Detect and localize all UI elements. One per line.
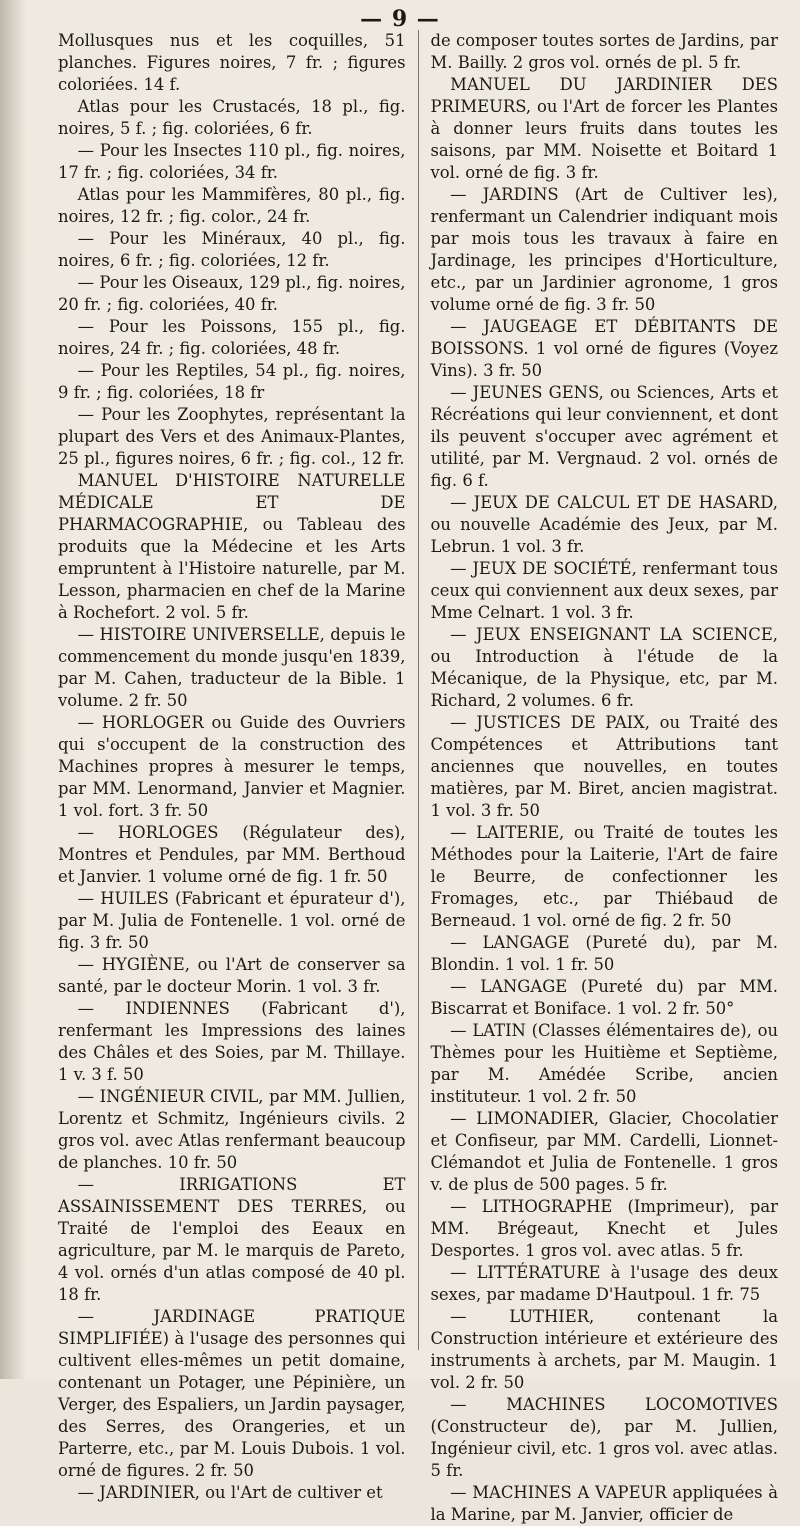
- catalog-entry: Mollusques nus et les coquilles, 51 planches. Figures noires, 7 fr. ; figures coloriées. 14 f.: [58, 31, 406, 94]
- text-columns: [58, 30, 778, 1524]
- catalog-entry: — MACHINES LOCOMOTIVES (Constructeur de), par M. Jullien, Ingénieur civil, etc. 1 gros vol. avec atlas. 5 fr.: [430, 1395, 778, 1480]
- catalog-entry: — JEUNES GENS, ou Sciences, Arts et Récréations qui leur conviennent, et dont ils peuvent s'occuper avec agrément et utilité, par M. Vergnaud. 2 vol. ornés de fig. 6 f.: [430, 383, 778, 490]
- catalog-entry: — LIMONADIER, Glacier, Chocolatier et Confiseur, par MM. Cardelli, Lionnet-Clémandot et Julia de Fontenelle. 1 gros v. de plus de 500 pages. 5 fr.: [430, 1109, 778, 1194]
- catalog-entry: — HORLOGES (Régulateur des), Montres et Pendules, par MM. Berthoud et Janvier. 1 volume orné de fig. 1 fr. 50: [58, 823, 406, 886]
- catalog-entry: — LANGAGE (Pureté du) par MM. Biscarrat et Boniface. 1 vol. 2 fr. 50°: [430, 977, 778, 1018]
- catalog-entry: — HORLOGER ou Guide des Ouvriers qui s'occupent de la construction des Machines propres à mesurer le temps, par MM. Lenormand, Janvier et Magnier. 1 vol. fort. 3 fr. 50: [58, 713, 406, 820]
- catalog-entry: — JEUX ENSEIGNANT LA SCIENCE, ou Introduction à l'étude de la Mécanique, de la Physique, etc, par M. Richard, 2 volumes. 6 fr.: [430, 625, 778, 710]
- catalog-entry: — Pour les Insectes 110 pl., fig. noires, 17 fr. ; fig. coloriées, 34 fr.: [58, 141, 406, 182]
- catalog-entry: — MACHINES A VAPEUR appliquées à la Marine, par M. Janvier, officier de: [430, 1483, 778, 1524]
- catalog-entry: — JARDINAGE PRATIQUE SIMPLIFIÉE) à l'usage des personnes qui cultivent elles-mêmes un petit domaine, contenant un Potager, une Pépinière, un Verger, des Espaliers, un Jardin paysager, des Serres, des Orangeries, et un Parterre, etc., par M. Louis Dubois. 1 vol. orné de figures. 2 fr. 50: [58, 1307, 406, 1480]
- catalog-entry: — JEUX DE SOCIÉTÉ, renfermant tous ceux qui conviennent aux deux sexes, par Mme Celnart. 1 vol. 3 fr.: [430, 559, 778, 622]
- catalog-entry: — INDIENNES (Fabricant d'), renfermant les Impressions des laines des Châles et des Soies, par M. Thillaye. 1 v. 3 f. 50: [58, 999, 406, 1084]
- catalog-entry: — LANGAGE (Pureté du), par M. Blondin. 1 vol. 1 fr. 50: [430, 933, 778, 974]
- catalog-entry: — Pour les Oiseaux, 129 pl., fig. noires, 20 fr. ; fig. coloriées, 40 fr.: [58, 273, 406, 314]
- catalog-entry: de composer toutes sortes de Jardins, par M. Bailly. 2 gros vol. ornés de pl. 5 fr.: [430, 31, 778, 72]
- catalog-entry: — Pour les Zoophytes, représentant la plupart des Vers et des Animaux-Plantes, 25 pl., figures noires, 6 fr. ; fig. col., 12 fr.: [58, 405, 406, 468]
- catalog-entry: — IRRIGATIONS ET ASSAINISSEMENT DES TERRES, ou Traité de l'emploi des Eeaux en agriculture, par M. le marquis de Pareto, 4 vol. ornés d'un atlas composé de 40 pl. 18 fr.: [58, 1175, 406, 1304]
- catalog-entry: MANUEL DU JARDINIER DES PRIMEURS, ou l'Art de forcer les Plantes à donner leurs fruits dans toutes les saisons, par MM. Noisette et Boitard 1 vol. orné de fig. 3 fr.: [430, 75, 778, 182]
- catalog-entry: — JAUGEAGE ET DÉBITANTS DE BOISSONS. 1 vol orné de figures (Voyez Vins). 3 fr. 50: [430, 317, 778, 380]
- catalog-entry: — Pour les Minéraux, 40 pl., fig. noires, 6 fr. ; fig. coloriées, 12 fr.: [58, 229, 406, 270]
- catalog-entry: — INGÉNIEUR CIVIL, par MM. Jullien, Lorentz et Schmitz, Ingénieurs civils. 2 gros vol. avec Atlas renfermant beaucoup de planches. 10 fr. 50: [58, 1087, 406, 1172]
- right-column: [418, 30, 779, 1524]
- catalog-entry: — LITHOGRAPHE (Imprimeur), par MM. Brégeaut, Knecht et Jules Desportes. 1 gros vol. avec atlas. 5 fr.: [430, 1197, 778, 1260]
- catalog-entry: — JARDINIER, ou l'Art de cultiver et: [77, 1483, 383, 1502]
- catalog-entry: — Pour les Reptiles, 54 pl., fig. noires, 9 fr. ; fig. coloriées, 18 fr: [58, 361, 406, 402]
- catalog-entry: — LAITERIE, ou Traité de toutes les Méthodes pour la Laiterie, l'Art de faire le Beurre, de confectionner les Fromages, etc., par Thiébaud de Berneaud. 1 vol. orné de fig. 2 fr. 50: [430, 823, 778, 930]
- binding-shadow: [0, 0, 26, 1379]
- catalog-entry: Atlas pour les Mammifères, 80 pl., fig. noires, 12 fr. ; fig. color., 24 fr.: [58, 185, 406, 226]
- catalog-entry: — LUTHIER, contenant la Construction intérieure et extérieure des instruments à archets, par M. Maugin. 1 vol. 2 fr. 50: [430, 1307, 778, 1392]
- catalog-entry: MANUEL D'HISTOIRE NATURELLE MÉDICALE ET DE PHARMACOGRAPHIE, ou Tableau des produits que la Médecine et les Arts empruntent à l'Histoire naturelle, par M. Lesson, pharmacien en chef de la Marine à Rochefort. 2 vol. 5 fr.: [58, 471, 406, 622]
- catalog-entry: — JUSTICES DE PAIX, ou Traité des Compétences et Attributions tant anciennes que nouvelles, en toutes matières, par M. Biret, ancien magistrat. 1 vol. 3 fr. 50: [430, 713, 778, 820]
- catalog-entry: — Pour les Poissons, 155 pl., fig. noires, 24 fr. ; fig. coloriées, 48 fr.: [58, 317, 406, 358]
- catalog-entry: — HUILES (Fabricant et épurateur d'), par M. Julia de Fontenelle. 1 vol. orné de fig. 3 fr. 50: [58, 889, 406, 952]
- page-number: — 9 —: [360, 6, 440, 32]
- catalog-entry: — JEUX DE CALCUL ET DE HASARD, ou nouvelle Académie des Jeux, par M. Lebrun. 1 vol. 3 fr.: [430, 493, 778, 556]
- catalog-entry: Atlas pour les Crustacés, 18 pl., fig. noires, 5 f. ; fig. coloriées, 6 fr.: [58, 97, 406, 138]
- catalog-entry: — LATIN (Classes élémentaires de), ou Thèmes pour les Huitième et Septième, par M. Amédée Scribe, ancien instituteur. 1 vol. 2 fr. 50: [430, 1021, 778, 1106]
- left-column: [58, 30, 418, 1502]
- catalog-entry: — HISTOIRE UNIVERSELLE, depuis le commencement du monde jusqu'en 1839, par M. Cahen, traducteur de la Bible. 1 volume. 2 fr. 50: [58, 625, 406, 710]
- catalog-entry: — JARDINS (Art de Cultiver les), renfermant un Calendrier indiquant mois par mois tous les travaux à faire en Jardinage, les principes d'Horticulture, etc., par un Jardinier agronome, 1 gros volume orné de fig. 3 fr. 50: [430, 185, 778, 314]
- catalog-entry: — LITTÉRATURE à l'usage des deux sexes, par madame D'Hautpoul. 1 fr. 75: [430, 1263, 778, 1304]
- catalog-entry: — HYGIÈNE, ou l'Art de conserver sa santé, par le docteur Morin. 1 vol. 3 fr.: [58, 955, 406, 996]
